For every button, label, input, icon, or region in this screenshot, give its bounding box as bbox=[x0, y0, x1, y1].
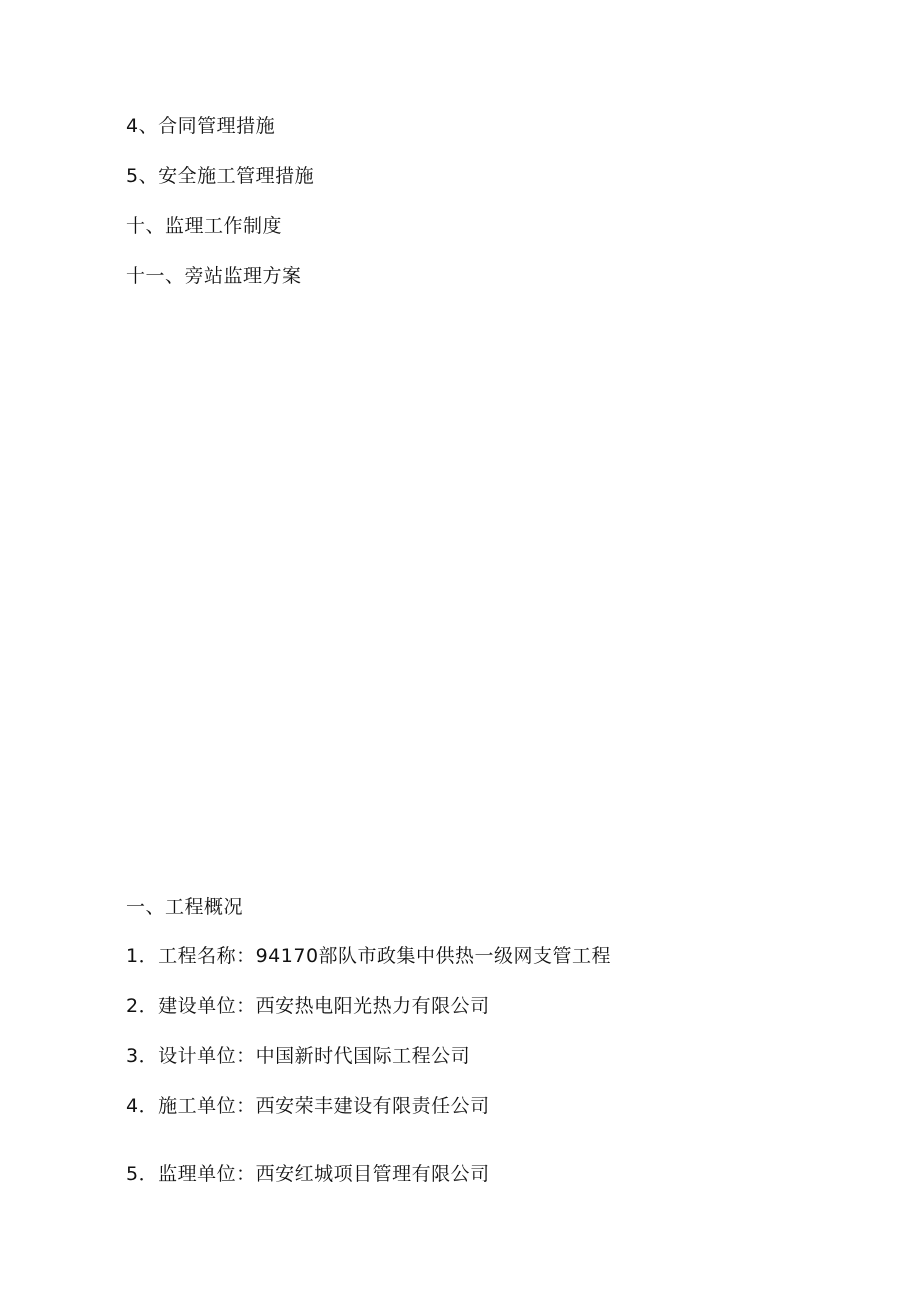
toc-item-side-station-plan: 十一、旁站监理方案 bbox=[126, 265, 302, 287]
project-name: 1．工程名称：94170部队市政集中供热一级网支管工程 bbox=[126, 945, 612, 967]
toc-item-safety-management: 5、安全施工管理措施 bbox=[126, 165, 315, 187]
toc-item-supervision-system: 十、监理工作制度 bbox=[126, 215, 283, 237]
section-heading: 一、工程概况 bbox=[126, 896, 244, 918]
design-unit: 3．设计单位：中国新时代国际工程公司 bbox=[126, 1045, 471, 1067]
contractor-unit: 4．施工单位：西安荣丰建设有限责任公司 bbox=[126, 1095, 490, 1117]
supervision-unit: 5．监理单位：西安红城项目管理有限公司 bbox=[126, 1163, 490, 1185]
construction-unit: 2．建设单位：西安热电阳光热力有限公司 bbox=[126, 995, 490, 1017]
toc-item-contract-management: 4、合同管理措施 bbox=[126, 115, 276, 137]
